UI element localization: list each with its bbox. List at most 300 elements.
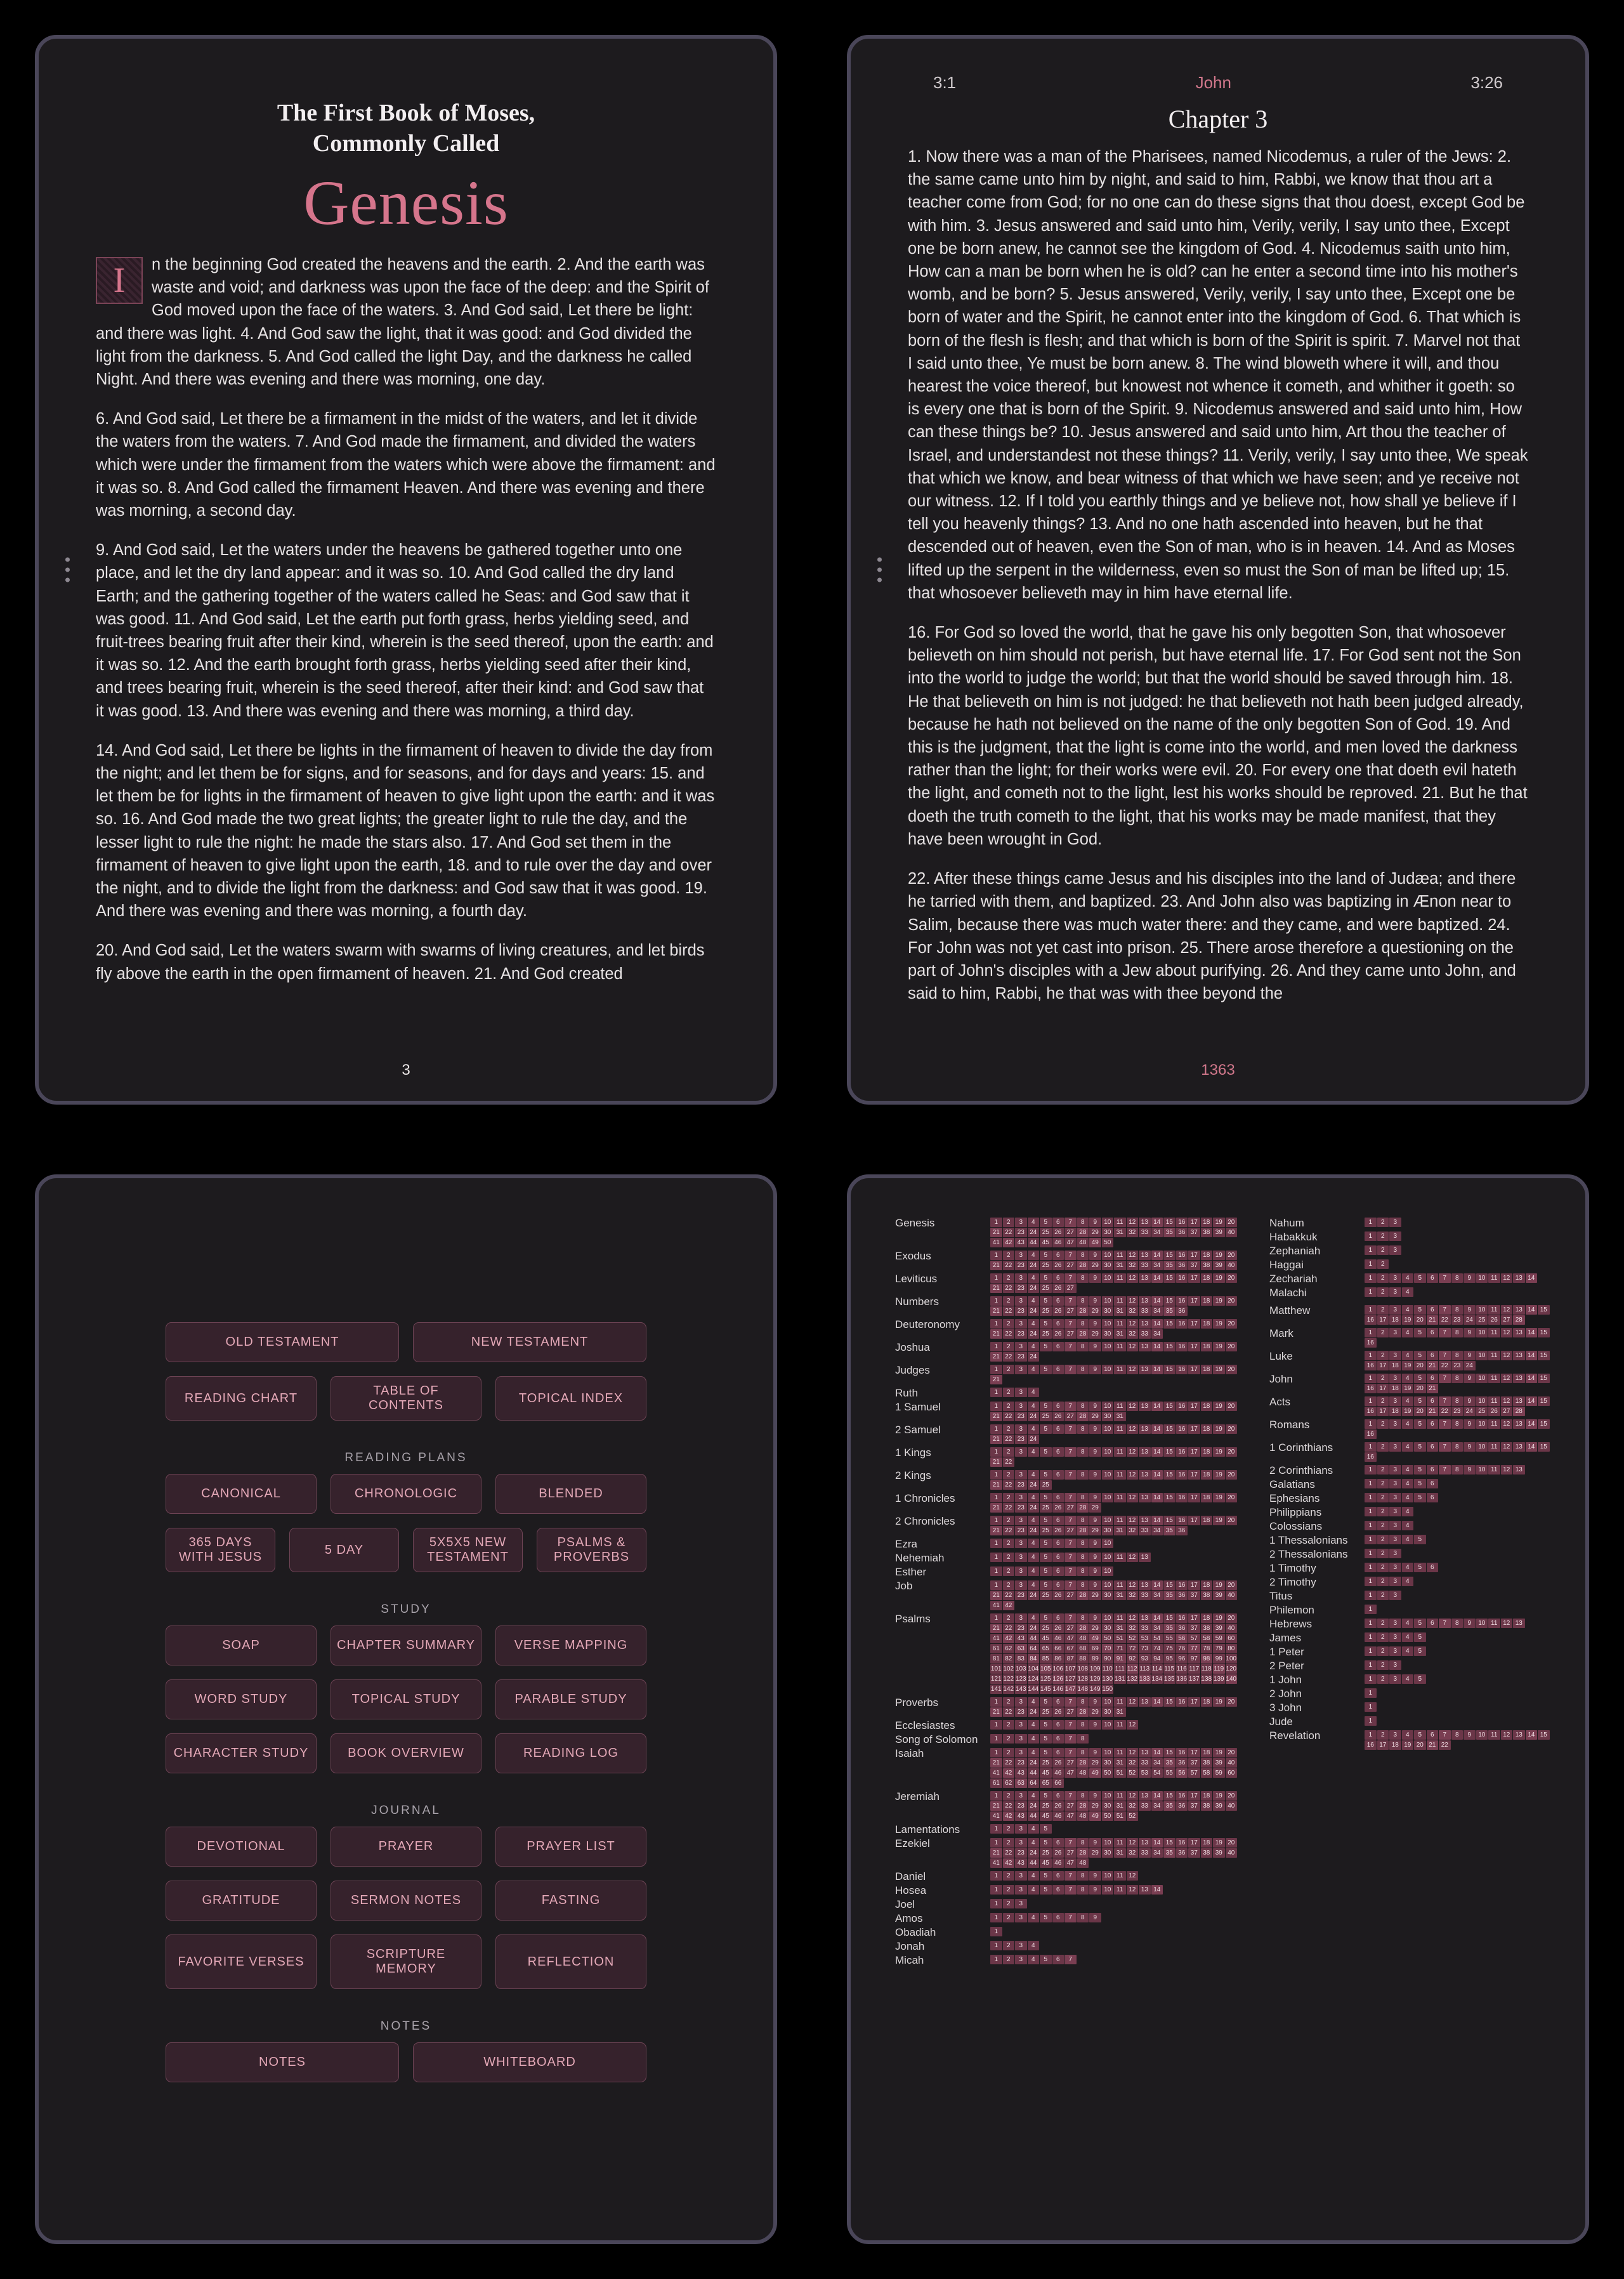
chapter-chip[interactable]: 13	[1139, 1342, 1151, 1351]
chapter-chip[interactable]: 27	[1064, 1261, 1077, 1270]
chapter-chip[interactable]: 12	[1127, 1470, 1139, 1480]
chapter-chip[interactable]: 18	[1201, 1613, 1213, 1623]
chapter-chip[interactable]: 84	[1028, 1654, 1040, 1664]
chapter-chip[interactable]: 19	[1213, 1319, 1225, 1329]
chapter-chip[interactable]: 56	[1176, 1634, 1188, 1643]
chapter-chip[interactable]: 1	[990, 1697, 1002, 1707]
chapter-chip[interactable]: 10	[1476, 1730, 1488, 1740]
menu-button-devotional[interactable]: DEVOTIONAL	[166, 1827, 317, 1867]
chapter-chip[interactable]: 8	[1451, 1619, 1464, 1628]
chapter-chip[interactable]: 3	[1015, 1871, 1027, 1881]
chapter-chip[interactable]: 122	[1003, 1676, 1014, 1683]
chapter-chip[interactable]: 11	[1114, 1470, 1126, 1480]
chapter-chip[interactable]: 5	[1414, 1479, 1426, 1488]
chapter-chip[interactable]: 1	[1365, 1605, 1377, 1614]
chapter-chip[interactable]: 8	[1077, 1748, 1089, 1757]
chapter-chip[interactable]: 26	[1052, 1758, 1064, 1768]
chapter-chip[interactable]: 22	[1003, 1457, 1015, 1467]
chapter-chip[interactable]: 48	[1077, 1768, 1089, 1778]
chapter-chip[interactable]: 10	[1102, 1251, 1114, 1260]
chapter-chip[interactable]: 3	[1389, 1674, 1401, 1684]
chapter-chip[interactable]: 38	[1201, 1758, 1213, 1768]
chapter-chip[interactable]: 12	[1127, 1319, 1139, 1329]
chapter-chip[interactable]: 2	[1377, 1305, 1389, 1315]
chapter-chip[interactable]: 3	[1015, 1424, 1027, 1434]
chapter-chip[interactable]: 13	[1139, 1697, 1151, 1707]
chapter-chip[interactable]: 6	[1052, 1319, 1064, 1329]
chapter-chip[interactable]: 15	[1538, 1374, 1550, 1383]
chapter-chip[interactable]: 23	[1015, 1435, 1027, 1444]
chapter-chip[interactable]: 5	[1414, 1442, 1426, 1452]
chapter-chip[interactable]: 3	[1389, 1549, 1401, 1558]
chapter-chip[interactable]: 47	[1064, 1811, 1077, 1821]
chapter-chip[interactable]: 10	[1102, 1566, 1114, 1576]
chapter-chip[interactable]: 23	[1015, 1329, 1027, 1339]
chapter-chip[interactable]: 18	[1201, 1218, 1213, 1227]
chapter-chip[interactable]: 1	[990, 1365, 1002, 1374]
chapter-chip[interactable]: 4	[1028, 1273, 1040, 1283]
chapter-chip[interactable]: 13	[1139, 1580, 1151, 1590]
chapter-chip[interactable]: 9	[1089, 1748, 1101, 1757]
chapter-chip[interactable]: 20	[1226, 1273, 1238, 1283]
chapter-chip[interactable]: 5	[1414, 1632, 1426, 1642]
chapter-chip[interactable]: 17	[1188, 1838, 1200, 1848]
chapter-chip[interactable]: 15	[1538, 1419, 1550, 1429]
chapter-chip[interactable]: 24	[1028, 1228, 1040, 1237]
chapter-chip[interactable]: 10	[1102, 1748, 1114, 1757]
chapter-chip[interactable]: 5	[1414, 1273, 1426, 1283]
chapter-chip[interactable]: 10	[1476, 1465, 1488, 1474]
chapter-chip[interactable]: 26	[1052, 1801, 1064, 1811]
chapter-chip[interactable]: 14	[1526, 1351, 1538, 1360]
chapter-chip[interactable]: 67	[1064, 1644, 1077, 1653]
chapter-chip[interactable]: 7	[1439, 1442, 1451, 1452]
chapter-chip[interactable]: 15	[1163, 1613, 1175, 1623]
chapter-chip[interactable]: 2	[1003, 1566, 1015, 1576]
chapter-chip[interactable]: 2	[1003, 1734, 1015, 1744]
chapter-chip[interactable]: 21	[990, 1261, 1002, 1270]
chapter-chip[interactable]: 131	[1114, 1676, 1125, 1683]
chapter-chip[interactable]: 6	[1427, 1442, 1439, 1452]
chapter-chip[interactable]: 5	[1040, 1493, 1052, 1502]
chapter-chip[interactable]: 31	[1114, 1412, 1126, 1421]
chapter-chip[interactable]: 8	[1451, 1442, 1464, 1452]
chapter-chip[interactable]: 92	[1127, 1654, 1139, 1664]
chapter-chip[interactable]: 5	[1040, 1955, 1052, 1964]
chapter-chip[interactable]: 2	[1003, 1913, 1015, 1922]
chapter-chip[interactable]: 78	[1201, 1644, 1213, 1653]
chapter-chip[interactable]: 3	[1015, 1296, 1027, 1306]
chapter-chip[interactable]: 1	[990, 1580, 1002, 1590]
chapter-chip[interactable]: 14	[1151, 1273, 1163, 1283]
chapter-chip[interactable]: 31	[1114, 1329, 1126, 1339]
chapter-chip[interactable]: 29	[1089, 1306, 1101, 1316]
chapter-chip[interactable]: 135	[1163, 1676, 1175, 1683]
chapter-chip[interactable]: 6	[1052, 1734, 1064, 1744]
chapter-chip[interactable]: 3	[1015, 1566, 1027, 1576]
chapter-chip[interactable]: 18	[1201, 1516, 1213, 1525]
chapter-chip[interactable]: 2	[1003, 1885, 1015, 1895]
chapter-chip[interactable]: 14	[1151, 1748, 1163, 1757]
chapter-chip[interactable]: 9	[1089, 1697, 1101, 1707]
chapter-chip[interactable]: 4	[1402, 1674, 1414, 1684]
chapter-chip[interactable]: 4	[1028, 1516, 1040, 1525]
chapter-chip[interactable]: 55	[1163, 1768, 1175, 1778]
chapter-chip[interactable]: 56	[1176, 1768, 1188, 1778]
chapter-chip[interactable]: 6	[1052, 1748, 1064, 1757]
chapter-chip[interactable]: 15	[1163, 1470, 1175, 1480]
chapter-chip[interactable]: 22	[1003, 1591, 1015, 1600]
chapter-chip[interactable]: 5	[1040, 1838, 1052, 1848]
chapter-chip[interactable]: 12	[1127, 1791, 1139, 1801]
chapter-chip[interactable]: 27	[1064, 1329, 1077, 1339]
chapter-chip[interactable]: 10	[1102, 1553, 1114, 1562]
chapter-chip[interactable]: 42	[1003, 1811, 1015, 1821]
chapter-chip[interactable]: 15	[1163, 1319, 1175, 1329]
chapter-chip[interactable]: 20	[1414, 1384, 1426, 1393]
chapter-chip[interactable]: 17	[1188, 1319, 1200, 1329]
chapter-chip[interactable]: 1	[990, 1493, 1002, 1502]
chapter-chip[interactable]: 28	[1513, 1315, 1525, 1325]
chapter-chip[interactable]: 13	[1139, 1748, 1151, 1757]
chapter-chip[interactable]: 1	[1365, 1493, 1377, 1502]
chapter-chip[interactable]: 17	[1377, 1384, 1389, 1393]
chapter-chip[interactable]: 25	[1476, 1407, 1488, 1416]
chapter-chip[interactable]: 34	[1151, 1801, 1163, 1811]
chapter-chip[interactable]: 37	[1188, 1758, 1200, 1768]
chapter-chip[interactable]: 80	[1226, 1644, 1238, 1653]
chapter-chip[interactable]: 7	[1064, 1697, 1077, 1707]
chapter-chip[interactable]: 8	[1077, 1273, 1089, 1283]
chapter-chip[interactable]: 25	[1040, 1801, 1052, 1811]
chapter-chip[interactable]: 2	[1003, 1470, 1015, 1480]
chapter-chip[interactable]: 2	[1377, 1521, 1389, 1530]
chapter-chip[interactable]: 24	[1028, 1848, 1040, 1858]
chapter-chip[interactable]: 1	[1365, 1465, 1377, 1474]
chapter-chip[interactable]: 132	[1127, 1676, 1138, 1683]
chapter-chip[interactable]: 21	[990, 1228, 1002, 1237]
chapter-chip[interactable]: 4	[1402, 1287, 1414, 1297]
chapter-chip[interactable]: 2	[1003, 1447, 1015, 1457]
chapter-chip[interactable]: 23	[1015, 1306, 1027, 1316]
chapter-chip[interactable]: 26	[1052, 1306, 1064, 1316]
chapter-chip[interactable]: 11	[1488, 1396, 1500, 1406]
chapter-chip[interactable]: 140	[1226, 1676, 1237, 1683]
chapter-chip[interactable]: 99	[1213, 1654, 1225, 1664]
chapter-chip[interactable]: 30	[1102, 1707, 1114, 1717]
chapter-chip[interactable]: 13	[1139, 1493, 1151, 1502]
chapter-chip[interactable]: 9	[1089, 1516, 1101, 1525]
chapter-chip[interactable]: 1	[990, 1871, 1002, 1881]
chapter-chip[interactable]: 25	[1040, 1261, 1052, 1270]
chapter-chip[interactable]: 1	[990, 1734, 1002, 1744]
chapter-chip[interactable]: 8	[1077, 1493, 1089, 1502]
chapter-chip[interactable]: 16	[1365, 1361, 1377, 1370]
chapter-chip[interactable]: 5	[1040, 1613, 1052, 1623]
chapter-chip[interactable]: 113	[1139, 1665, 1150, 1672]
chapter-chip[interactable]: 27	[1064, 1801, 1077, 1811]
chapter-chip[interactable]: 26	[1052, 1284, 1064, 1293]
chapter-chip[interactable]: 41	[990, 1634, 1002, 1643]
chapter-chip[interactable]: 22	[1003, 1848, 1015, 1858]
chapter-chip[interactable]: 3	[1389, 1619, 1401, 1628]
chapter-chip[interactable]: 8	[1077, 1566, 1089, 1576]
chapter-chip[interactable]: 27	[1064, 1306, 1077, 1316]
chapter-chip[interactable]: 13	[1139, 1319, 1151, 1329]
chapter-chip[interactable]: 117	[1189, 1665, 1200, 1672]
chapter-chip[interactable]: 15	[1163, 1218, 1175, 1227]
chapter-chip[interactable]: 23	[1015, 1261, 1027, 1270]
chapter-chip[interactable]: 11	[1114, 1580, 1126, 1590]
chapter-chip[interactable]: 1	[1365, 1245, 1377, 1255]
chapter-chip[interactable]: 12	[1501, 1730, 1513, 1740]
chapter-chip[interactable]: 1	[1365, 1287, 1377, 1297]
chapter-chip[interactable]: 3	[1015, 1553, 1027, 1562]
chapter-chip[interactable]: 3	[1389, 1730, 1401, 1740]
chapter-chip[interactable]: 41	[990, 1768, 1002, 1778]
chapter-chip[interactable]: 5	[1040, 1720, 1052, 1730]
chapter-chip[interactable]: 14	[1151, 1838, 1163, 1848]
chapter-chip[interactable]: 13	[1139, 1402, 1151, 1411]
chapter-chip[interactable]: 120	[1226, 1665, 1237, 1672]
chapter-chip[interactable]: 1	[990, 1319, 1002, 1329]
chapter-chip[interactable]: 1	[990, 1838, 1002, 1848]
chapter-chip[interactable]: 51	[1114, 1634, 1126, 1643]
chapter-chip[interactable]: 22	[1003, 1526, 1015, 1535]
chapter-chip[interactable]: 29	[1089, 1758, 1101, 1768]
chapter-chip[interactable]: 43	[1015, 1811, 1027, 1821]
chapter-chip[interactable]: 50	[1102, 1768, 1114, 1778]
chapter-chip[interactable]: 11	[1114, 1342, 1126, 1351]
menu-button-prayer-list[interactable]: PRAYER LIST	[495, 1827, 646, 1867]
chapter-chip[interactable]: 15	[1163, 1365, 1175, 1374]
chapter-chip[interactable]: 14	[1151, 1613, 1163, 1623]
chapter-chip[interactable]: 39	[1213, 1848, 1225, 1858]
chapter-chip[interactable]: 5	[1040, 1296, 1052, 1306]
chapter-chip[interactable]: 35	[1163, 1848, 1175, 1858]
chapter-chip[interactable]: 20	[1226, 1319, 1238, 1329]
chapter-chip[interactable]: 2	[1377, 1328, 1389, 1337]
chapter-chip[interactable]: 34	[1151, 1848, 1163, 1858]
chapter-chip[interactable]: 65	[1040, 1644, 1052, 1653]
chapter-chip[interactable]: 16	[1365, 1740, 1377, 1750]
chapter-chip[interactable]: 4	[1028, 1447, 1040, 1457]
chapter-chip[interactable]: 24	[1028, 1801, 1040, 1811]
chapter-chip[interactable]: 59	[1213, 1634, 1225, 1643]
chapter-chip[interactable]: 11	[1488, 1273, 1500, 1283]
chapter-chip[interactable]: 9	[1089, 1273, 1101, 1283]
chapter-chip[interactable]: 37	[1188, 1228, 1200, 1237]
chapter-chip[interactable]: 12	[1127, 1424, 1139, 1434]
chapter-chip[interactable]: 10	[1102, 1273, 1114, 1283]
chapter-chip[interactable]: 1	[990, 1470, 1002, 1480]
chapter-chip[interactable]: 2	[1003, 1251, 1015, 1260]
chapter-chip[interactable]: 4	[1402, 1730, 1414, 1740]
chapter-chip[interactable]: 6	[1427, 1351, 1439, 1360]
chapter-chip[interactable]: 77	[1188, 1644, 1200, 1653]
chapter-chip[interactable]: 20	[1226, 1447, 1238, 1457]
chapter-chip[interactable]: 18	[1389, 1384, 1401, 1393]
chapter-chip[interactable]: 21	[990, 1375, 1002, 1384]
chapter-chip[interactable]: 54	[1151, 1634, 1163, 1643]
chapter-chip[interactable]: 7	[1439, 1328, 1451, 1337]
chapter-chip[interactable]: 25	[1040, 1503, 1052, 1513]
chapter-chip[interactable]: 3	[1015, 1319, 1027, 1329]
chapter-chip[interactable]: 21	[990, 1457, 1002, 1467]
chapter-chip[interactable]: 8	[1077, 1470, 1089, 1480]
chapter-chip[interactable]: 1	[1365, 1273, 1377, 1283]
chapter-chip[interactable]: 5	[1414, 1305, 1426, 1315]
chapter-chip[interactable]: 2	[1003, 1296, 1015, 1306]
chapter-chip[interactable]: 25	[1040, 1707, 1052, 1717]
chapter-chip[interactable]: 8	[1077, 1580, 1089, 1590]
chapter-chip[interactable]: 16	[1176, 1493, 1188, 1502]
chapter-chip[interactable]: 1	[990, 1273, 1002, 1283]
chapter-chip[interactable]: 5	[1040, 1580, 1052, 1590]
chapter-chip[interactable]: 22	[1003, 1758, 1015, 1768]
chapter-chip[interactable]: 51	[1114, 1768, 1126, 1778]
chapter-chip[interactable]: 2	[1003, 1493, 1015, 1502]
menu-button-5x5x5-new-testament[interactable]: 5X5X5 NEW TESTAMENT	[413, 1528, 523, 1572]
chapter-chip[interactable]: 2	[1377, 1419, 1389, 1429]
chapter-chip[interactable]: 25	[1040, 1480, 1052, 1490]
chapter-chip[interactable]: 35	[1163, 1261, 1175, 1270]
chapter-chip[interactable]: 41	[990, 1601, 1002, 1610]
chapter-chip[interactable]: 7	[1439, 1619, 1451, 1628]
chapter-chip[interactable]: 29	[1089, 1228, 1101, 1237]
chapter-chip[interactable]: 3	[1015, 1539, 1027, 1548]
chapter-chip[interactable]: 12	[1127, 1218, 1139, 1227]
chapter-chip[interactable]: 29	[1089, 1624, 1101, 1633]
chapter-chip[interactable]: 12	[1127, 1365, 1139, 1374]
chapter-chip[interactable]: 21	[990, 1591, 1002, 1600]
chapter-chip[interactable]: 48	[1077, 1858, 1089, 1868]
chapter-chip[interactable]: 1	[1365, 1507, 1377, 1516]
chapter-chip[interactable]: 21	[990, 1624, 1002, 1633]
chapter-chip[interactable]: 13	[1139, 1613, 1151, 1623]
chapter-chip[interactable]: 26	[1052, 1412, 1064, 1421]
chapter-chip[interactable]: 11	[1114, 1838, 1126, 1848]
chapter-chip[interactable]: 68	[1077, 1644, 1089, 1653]
chapter-chip[interactable]: 24	[1028, 1758, 1040, 1768]
chapter-chip[interactable]: 23	[1015, 1801, 1027, 1811]
chapter-chip[interactable]: 30	[1102, 1591, 1114, 1600]
chapter-chip[interactable]: 2	[1003, 1720, 1015, 1730]
chapter-chip[interactable]: 1	[1365, 1419, 1377, 1429]
chapter-chip[interactable]: 14	[1151, 1342, 1163, 1351]
chapter-chip[interactable]: 34	[1151, 1624, 1163, 1633]
chapter-chip[interactable]: 1	[990, 1748, 1002, 1757]
chapter-chip[interactable]: 17	[1188, 1447, 1200, 1457]
chapter-chip[interactable]: 38	[1201, 1848, 1213, 1858]
chapter-chip[interactable]: 19	[1213, 1470, 1225, 1480]
chapter-chip[interactable]: 12	[1501, 1374, 1513, 1383]
chapter-chip[interactable]: 3	[1389, 1273, 1401, 1283]
chapter-chip[interactable]: 35	[1163, 1624, 1175, 1633]
chapter-chip[interactable]: 7	[1064, 1516, 1077, 1525]
chapter-chip[interactable]: 55	[1163, 1634, 1175, 1643]
chapter-chip[interactable]: 19	[1213, 1580, 1225, 1590]
chapter-chip[interactable]: 1	[1365, 1218, 1377, 1227]
chapter-chip[interactable]: 18	[1201, 1319, 1213, 1329]
chapter-chip[interactable]: 10	[1102, 1871, 1114, 1881]
chapter-chip[interactable]: 43	[1015, 1634, 1027, 1643]
chapter-chip[interactable]: 33	[1139, 1758, 1151, 1768]
chapter-chip[interactable]: 87	[1064, 1654, 1077, 1664]
chapter-chip[interactable]: 32	[1127, 1758, 1139, 1768]
chapter-chip[interactable]: 19	[1213, 1791, 1225, 1801]
chapter-chip[interactable]: 13	[1513, 1396, 1525, 1406]
chapter-chip[interactable]: 2	[1377, 1632, 1389, 1642]
chapter-chip[interactable]: 124	[1028, 1676, 1039, 1683]
chapter-chip[interactable]: 1	[990, 1342, 1002, 1351]
chapter-chip[interactable]: 4	[1402, 1563, 1414, 1572]
chapter-chip[interactable]: 40	[1226, 1758, 1238, 1768]
chapter-chip[interactable]: 47	[1064, 1238, 1077, 1247]
chapter-chip[interactable]: 25	[1040, 1624, 1052, 1633]
chapter-chip[interactable]: 13	[1139, 1791, 1151, 1801]
chapter-chip[interactable]: 7	[1064, 1470, 1077, 1480]
chapter-chip[interactable]: 2	[1003, 1871, 1015, 1881]
chapter-chip[interactable]: 36	[1176, 1306, 1188, 1316]
chapter-chip[interactable]: 28	[1077, 1758, 1089, 1768]
chapter-chip[interactable]: 4	[1028, 1319, 1040, 1329]
chapter-chip[interactable]: 2	[1003, 1218, 1015, 1227]
chapter-chip[interactable]: 5	[1040, 1365, 1052, 1374]
chapter-chip[interactable]: 38	[1201, 1801, 1213, 1811]
chapter-chip[interactable]: 26	[1052, 1591, 1064, 1600]
chapter-chip[interactable]: 5	[1040, 1871, 1052, 1881]
chapter-chip[interactable]: 8	[1451, 1273, 1464, 1283]
chapter-chip[interactable]: 8	[1077, 1319, 1089, 1329]
chapter-chip[interactable]: 28	[1077, 1848, 1089, 1858]
chapter-chip[interactable]: 1	[990, 1447, 1002, 1457]
chapter-chip[interactable]: 23	[1015, 1412, 1027, 1421]
chapter-chip[interactable]: 7	[1064, 1580, 1077, 1590]
chapter-chip[interactable]: 18	[1201, 1748, 1213, 1757]
chapter-chip[interactable]: 17	[1377, 1407, 1389, 1416]
chapter-chip[interactable]: 3	[1015, 1955, 1027, 1964]
chapter-chip[interactable]: 11	[1488, 1619, 1500, 1628]
chapter-chip[interactable]: 21	[990, 1329, 1002, 1339]
chapter-chip[interactable]: 16	[1176, 1470, 1188, 1480]
chapter-chip[interactable]: 13	[1139, 1218, 1151, 1227]
chapter-chip[interactable]: 33	[1139, 1261, 1151, 1270]
chapter-chip[interactable]: 45	[1040, 1634, 1052, 1643]
chapter-chip[interactable]: 44	[1028, 1768, 1040, 1778]
chapter-chip[interactable]: 11	[1114, 1424, 1126, 1434]
chapter-chip[interactable]: 29	[1089, 1412, 1101, 1421]
chapter-chip[interactable]: 1	[1365, 1305, 1377, 1315]
chapter-chip[interactable]: 20	[1226, 1218, 1238, 1227]
chapter-chip[interactable]: 18	[1201, 1424, 1213, 1434]
chapter-chip[interactable]: 5	[1040, 1791, 1052, 1801]
chapter-chip[interactable]: 15	[1163, 1580, 1175, 1590]
chapter-chip[interactable]: 35	[1163, 1801, 1175, 1811]
chapter-chip[interactable]: 19	[1402, 1740, 1414, 1750]
chapter-chip[interactable]: 6	[1427, 1273, 1439, 1283]
chapter-chip[interactable]: 3	[1389, 1287, 1401, 1297]
menu-button-reflection[interactable]: REFLECTION	[495, 1934, 646, 1989]
chapter-chip[interactable]: 18	[1201, 1273, 1213, 1283]
chapter-chip[interactable]: 10	[1102, 1493, 1114, 1502]
chapter-chip[interactable]: 3	[1015, 1580, 1027, 1590]
chapter-chip[interactable]: 12	[1501, 1442, 1513, 1452]
genesis-reader[interactable]	[39, 39, 773, 1101]
chapter-chip[interactable]: 30	[1102, 1848, 1114, 1858]
chapter-chip[interactable]: 6	[1052, 1791, 1064, 1801]
chapter-chip[interactable]: 22	[1003, 1480, 1015, 1490]
